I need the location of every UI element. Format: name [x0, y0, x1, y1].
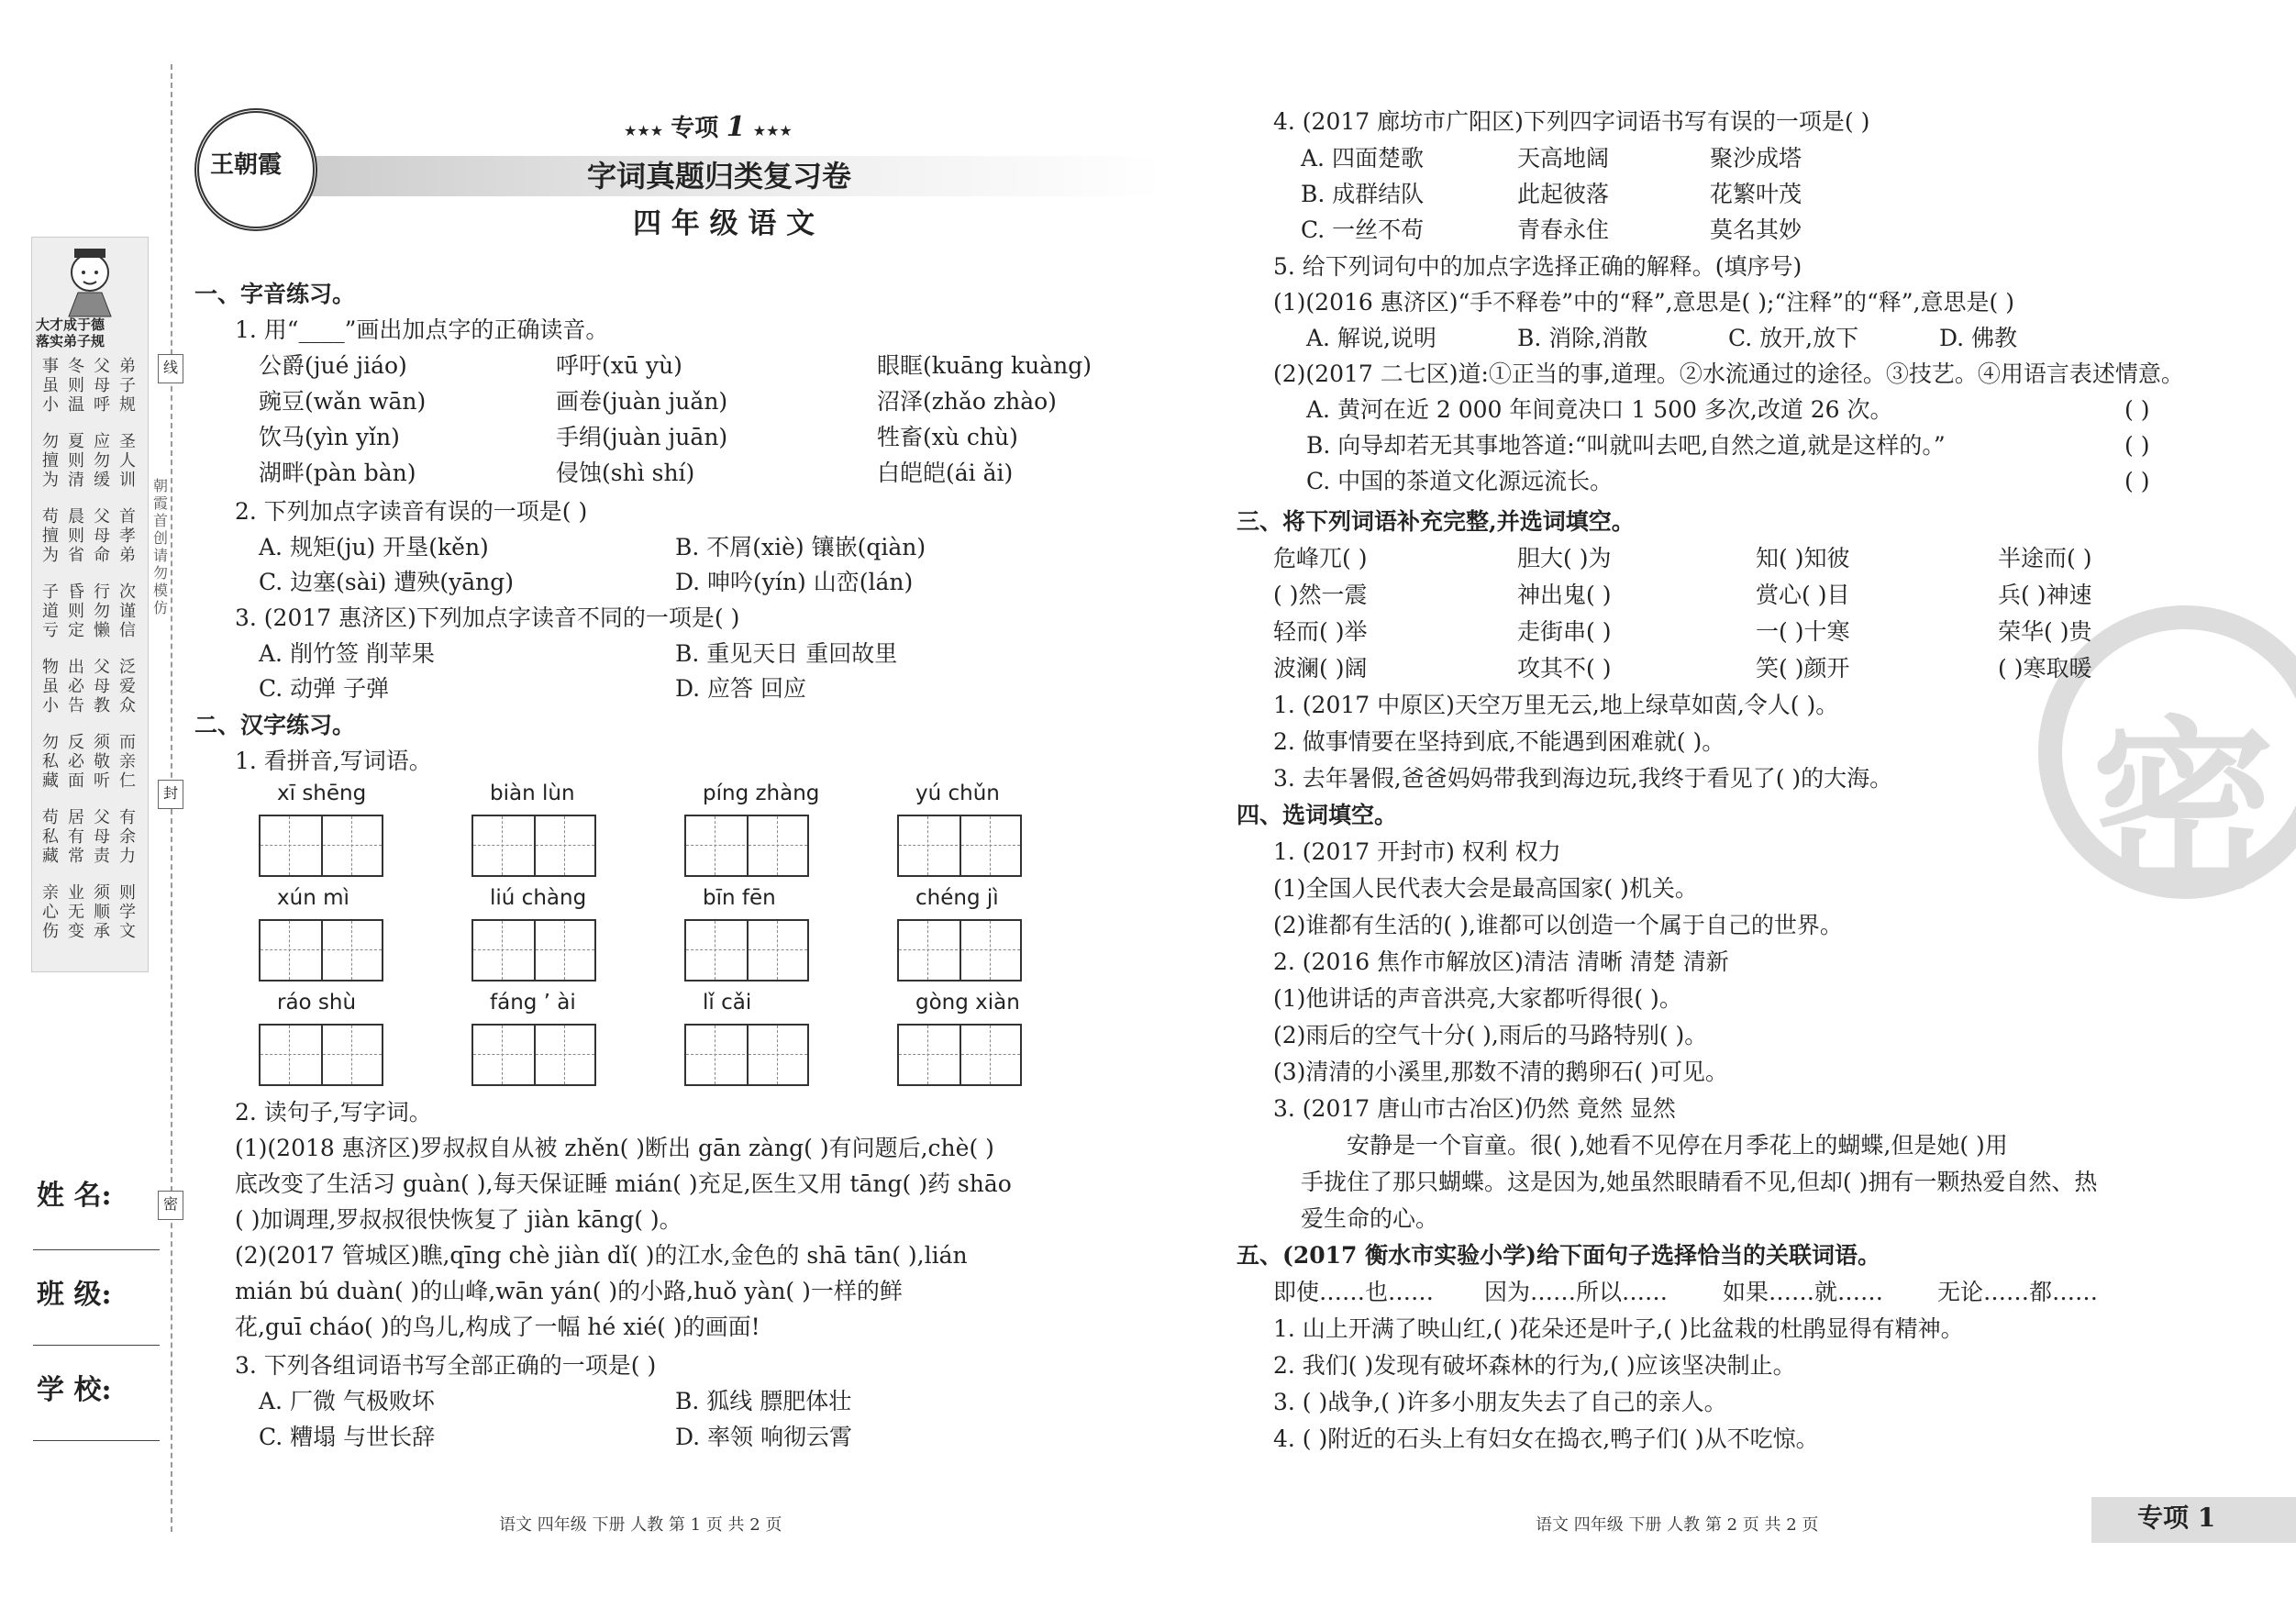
poem-column: 亲心伤 — [42, 883, 59, 941]
grid-cell[interactable] — [261, 921, 319, 980]
q1-1-item: 画卷(juàn juǎn) — [556, 388, 728, 415]
poem-column: 父母呼 — [94, 357, 110, 415]
grid-cell[interactable] — [321, 921, 382, 980]
grid-cell[interactable] — [899, 816, 958, 875]
pinyin-label: gòng xiàn — [915, 991, 1020, 1015]
q5-2-item: A. 黄河在近 2 000 年间竟决口 1 500 多次,改道 26 次。 — [1306, 396, 1893, 423]
s5-q-2: 2. 我们( )发现有破坏森林的行为,( )应该坚决制止。 — [1273, 1352, 1796, 1379]
pinyin-label: liú chàng — [490, 886, 587, 910]
section-4-heading: 四、选词填空。 — [1237, 802, 1398, 828]
pinyin-label: chéng jì — [915, 886, 999, 910]
grid-cell[interactable] — [321, 1026, 382, 1084]
q2-3-option-d[interactable]: D. 率领 响彻云霄 — [675, 1424, 852, 1450]
seal-mark-mi: 密 — [158, 1191, 183, 1220]
s4-1-line-1: (1)全国人民代表大会是最高国家( )机关。 — [1273, 875, 1698, 902]
idiom-blank[interactable]: 神出鬼( ) — [1517, 582, 1612, 608]
name-line[interactable] — [33, 1249, 160, 1250]
answer-grid[interactable] — [259, 919, 383, 981]
answer-grid[interactable] — [259, 815, 383, 877]
s5-q-3: 3. ( )战争,( )许多小朋友失去了自己的亲人。 — [1273, 1389, 1727, 1415]
q1-2-option-c[interactable]: C. 边塞(sài) 遭殃(yāng) — [259, 569, 514, 595]
q4-option-cell[interactable]: C. 一丝不苟 — [1301, 216, 1425, 243]
q1-1-item: 沼泽(zhǎo zhào) — [877, 388, 1057, 415]
q5-1-option-d[interactable]: D. 佛教 — [1939, 325, 2018, 351]
q1-1-prompt: 1. 用“____”画出加点字的正确读音。 — [235, 316, 609, 343]
answer-paren[interactable]: ( ) — [2124, 432, 2150, 459]
s4-2-line-1: (1)他讲话的声音洪亮,大家都听得很( )。 — [1273, 985, 1682, 1012]
q5-2-item: C. 中国的茶道文化源远流长。 — [1306, 468, 1614, 494]
q1-3-option-c[interactable]: C. 动弹 子弹 — [259, 675, 390, 702]
s5-word-4: 无论……都…… — [1937, 1279, 2099, 1305]
grid-cell[interactable] — [261, 816, 319, 875]
idiom-blank[interactable]: 荣华( )贵 — [1998, 618, 2092, 645]
q5-1-option-a[interactable]: A. 解说,说明 — [1306, 325, 1436, 351]
idiom-blank[interactable]: 知( )知彼 — [1756, 545, 1850, 571]
poem-column: 应勿缓 — [94, 432, 110, 490]
grid-cell[interactable] — [534, 1026, 594, 1084]
idiom-blank[interactable]: 胆大( )为 — [1517, 545, 1612, 571]
idiom-blank[interactable]: 兵( )神速 — [1998, 582, 2092, 608]
seal-mark-xian: 线 — [158, 354, 183, 383]
q2-3-option-c[interactable]: C. 糟塌 与世长辞 — [259, 1424, 436, 1450]
poem-column: 苟私藏 — [42, 808, 59, 866]
q2-2-line: 花,guī cháo( )的鸟儿,构成了一幅 hé xié( )的画面! — [235, 1314, 760, 1340]
grid-cell[interactable] — [959, 921, 1020, 980]
gutter-vertical-text: 朝霞首创 请勿模仿 — [152, 477, 168, 616]
s4-1-line-2: (2)谁都有生活的( ),谁都可以创造一个属于自己的世界。 — [1273, 912, 1843, 938]
poem-column: 而亲仁 — [119, 733, 136, 791]
q4-option-cell: 天高地阔 — [1517, 145, 1610, 172]
answer-grid[interactable] — [684, 919, 809, 981]
q2-2-line: 底改变了生活习 guàn( ),每天保证睡 mián( )充足,医生又用 tāng( )药 shāo — [235, 1170, 1012, 1197]
pinyin-label: yú chǔn — [915, 782, 1000, 805]
q1-2-option-b[interactable]: B. 不屑(xiè) 镶嵌(qiàn) — [675, 534, 926, 560]
s3-question: 3. 去年暑假,爸爸妈妈带我到海边玩,我终于看见了( )的大海。 — [1273, 765, 1893, 792]
poem-column: 居有常 — [68, 808, 84, 866]
poem-column: 勿擅为 — [42, 432, 59, 490]
q1-1-item: 眼眶(kuāng kuàng) — [877, 352, 1092, 379]
class-line[interactable] — [33, 1345, 160, 1346]
poem-column: 反必面 — [68, 733, 84, 791]
q4-option-cell: 此起彼落 — [1517, 181, 1610, 207]
answer-grid[interactable] — [684, 815, 809, 877]
idiom-blank[interactable]: 一( )十寒 — [1756, 618, 1850, 645]
q1-1-item: 侵蚀(shì shí) — [556, 460, 695, 486]
grid-cell[interactable] — [686, 1026, 745, 1084]
q1-3-option-d[interactable]: D. 应答 回应 — [675, 675, 806, 702]
q4-prompt: 4. (2017 廊坊市广阳区)下列四字词语书写有误的一项是( ) — [1273, 108, 1870, 135]
sidebar-panel — [31, 237, 149, 972]
s3-question: 1. (2017 中原区)天空万里无云,地上绿草如茵,令人( )。 — [1273, 692, 1839, 718]
poem-column: 须敬听 — [94, 733, 110, 791]
logo-text: 王朝霞 — [210, 151, 283, 179]
poem-column: 则学文 — [119, 883, 136, 941]
poem-column: 冬则温 — [68, 357, 84, 415]
q1-3-option-a[interactable]: A. 削竹签 削苹果 — [259, 640, 435, 667]
pinyin-label: lǐ cǎi — [703, 991, 752, 1015]
seal-mark-feng: 封 — [158, 780, 183, 809]
grid-cell[interactable] — [959, 816, 1020, 875]
poem-column: 须顺承 — [94, 883, 110, 941]
grid-cell[interactable] — [747, 921, 807, 980]
class-label: 班 级: — [37, 1279, 112, 1311]
stars-right-icon: ★★★ — [752, 122, 793, 139]
q4-option-cell[interactable]: A. 四面楚歌 — [1301, 145, 1424, 172]
page-subtitle: 四 年 级 语 文 — [633, 207, 815, 240]
poem-column: 父母教 — [94, 658, 110, 715]
q1-3-prompt: 3. (2017 惠济区)下列加点字读音不同的一项是( ) — [235, 604, 740, 631]
poem-column: 父母责 — [94, 808, 110, 866]
idiom-blank[interactable]: ( )寒取暖 — [1998, 655, 2092, 682]
idiom-blank[interactable]: 半途而( ) — [1998, 545, 2092, 571]
poem-area — [36, 357, 144, 962]
s4-3-prompt: 3. (2017 唐山市古冶区)仍然 竟然 显然 — [1273, 1095, 1676, 1122]
q2-3-option-a[interactable]: A. 厂微 气极败坏 — [259, 1388, 435, 1414]
idiom-blank[interactable]: 攻其不( ) — [1517, 655, 1612, 682]
q5-2-item: B. 向导却若无其事地答道:“叫就叫去吧,自然之道,就是这样的。” — [1306, 432, 1946, 459]
motto-line-2: 落实弟子规 — [36, 333, 105, 349]
s5-q-4: 4. ( )附近的石头上有妇女在捣衣,鸭子们( )从不吃惊。 — [1273, 1425, 1819, 1452]
answer-paren[interactable]: ( ) — [2124, 396, 2150, 423]
grid-cell[interactable] — [747, 1026, 807, 1084]
poem-column: 勿私藏 — [42, 733, 59, 791]
grid-cell[interactable] — [534, 816, 594, 875]
motto-line-1: 大才成于德 — [36, 316, 105, 333]
poem-column: 出必告 — [68, 658, 84, 715]
s5-word-2: 因为……所以…… — [1484, 1279, 1669, 1305]
school-line[interactable] — [33, 1440, 160, 1441]
pinyin-label: bīn fēn — [703, 886, 776, 910]
poem-column: 次谨信 — [119, 582, 136, 640]
q4-option-cell[interactable]: B. 成群结队 — [1301, 181, 1425, 207]
poem-column: 昏则定 — [68, 582, 84, 640]
grid-cell[interactable] — [534, 921, 594, 980]
q1-1-item: 白皑皑(ái ǎi) — [877, 460, 1014, 486]
s4-3-line-3: 爱生命的心。 — [1301, 1205, 1439, 1232]
pinyin-label: fáng ’ ài — [490, 991, 576, 1015]
child-mascot-icon — [56, 245, 124, 318]
q4-option-cell: 莫名其妙 — [1710, 216, 1802, 243]
pinyin-label: biàn lùn — [490, 782, 575, 805]
s4-2-prompt: 2. (2016 焦作市解放区)清洁 清晰 清楚 清新 — [1273, 948, 1729, 975]
stars-left-icon: ★★★ — [624, 122, 664, 139]
q4-option-cell: 聚沙成塔 — [1710, 145, 1802, 172]
grid-cell[interactable] — [686, 921, 745, 980]
name-label: 姓 名: — [37, 1180, 112, 1212]
q2-1-prompt: 1. 看拼音,写词语。 — [235, 748, 432, 774]
s3-question: 2. 做事情要在坚持到底,不能遇到困难就( )。 — [1273, 728, 1725, 755]
q5-prompt: 5. 给下列词句中的加点字选择正确的解释。(填序号) — [1273, 253, 1802, 280]
poem-column: 晨则省 — [68, 507, 84, 565]
brand-logo — [194, 108, 317, 231]
section-3-heading: 三、将下列词语补充完整,并选词填空。 — [1237, 508, 1635, 535]
q1-1-item: 牲畜(xù chù) — [877, 424, 1018, 450]
poem-column: 泛爱众 — [119, 658, 136, 715]
pinyin-label: xún mì — [277, 886, 349, 910]
answer-paren[interactable]: ( ) — [2124, 468, 2150, 494]
q1-2-prompt: 2. 下列加点字读音有误的一项是( ) — [235, 498, 588, 525]
q4-option-cell: 花繁叶茂 — [1710, 181, 1802, 207]
q1-1-item: 公爵(jué jiáo) — [259, 352, 407, 379]
page-title: 字词真题归类复习卷 — [587, 159, 852, 194]
poem-column: 弟子规 — [119, 357, 136, 415]
watermark-glyph-icon: 密 — [2091, 699, 2276, 915]
poem-column: 行勿懒 — [94, 582, 110, 640]
series-label: 专项 — [671, 115, 719, 142]
grid-cell[interactable] — [959, 1026, 1020, 1084]
q4-option-cell: 青春永住 — [1517, 216, 1610, 243]
s5-word-3: 如果……就…… — [1723, 1279, 1884, 1305]
answer-grid[interactable] — [897, 1024, 1022, 1086]
q2-2-prompt: 2. 读句子,写字词。 — [235, 1099, 432, 1126]
s4-2-line-2: (2)雨后的空气十分( ),雨后的马路特别( )。 — [1273, 1022, 1708, 1048]
pinyin-label: píng zhàng — [703, 782, 820, 805]
q1-2-option-d[interactable]: D. 呻吟(yín) 山峦(lán) — [675, 569, 914, 595]
section-2-heading: 二、汉字练习。 — [194, 712, 356, 738]
grid-cell[interactable] — [261, 1026, 319, 1084]
q5-1-prompt: (1)(2016 惠济区)“手不释卷”中的“释”,意思是( );“注释”的“释”,意思是( ) — [1273, 289, 2014, 316]
s4-2-line-3: (3)清清的小溪里,那数不清的鹅卵石( )可见。 — [1273, 1059, 1728, 1085]
poem-column: 圣人训 — [119, 432, 136, 490]
section-1-heading: 一、字音练习。 — [194, 281, 356, 307]
q1-3-option-b[interactable]: B. 重见天日 重回故里 — [675, 640, 898, 667]
pinyin-label: xī shēng — [277, 782, 367, 805]
poem-column: 父母命 — [94, 507, 110, 565]
s4-3-line-2: 手拢住了那只蝴蝶。这是因为,她虽然眼睛看不见,但却( )拥有一颗热爱自然、热 — [1301, 1169, 2098, 1195]
poem-column: 子道亏 — [42, 582, 59, 640]
poem-column: 夏则清 — [68, 432, 84, 490]
idiom-blank[interactable]: 笑( )颜开 — [1756, 655, 1850, 682]
q1-1-item: 湖畔(pàn bàn) — [259, 460, 416, 486]
grid-cell[interactable] — [473, 816, 532, 875]
grid-cell[interactable] — [686, 816, 745, 875]
s5-q-1: 1. 山上开满了映山红,( )花朵还是叶子,( )比盆栽的杜鹃显得有精神。 — [1273, 1315, 1964, 1342]
q1-1-item: 手绢(juàn juān) — [556, 424, 728, 450]
s5-word-1: 即使……也…… — [1273, 1279, 1435, 1305]
poem-column: 物虽小 — [42, 658, 59, 715]
poem-column: 有余力 — [119, 808, 136, 866]
grid-cell[interactable] — [473, 921, 532, 980]
poem-column: 事虽小 — [42, 357, 59, 415]
answer-grid[interactable] — [684, 1024, 809, 1086]
q1-1-item: 豌豆(wǎn wān) — [259, 388, 427, 415]
q2-2-line: ( )加调理,罗叔叔很快恢复了 jiàn kāng( )。 — [235, 1206, 682, 1233]
poem-column: 业无变 — [68, 883, 84, 941]
q2-3-option-b[interactable]: B. 狐线 膘肥体壮 — [675, 1388, 852, 1414]
pinyin-label: ráo shù — [277, 991, 357, 1015]
grid-cell[interactable] — [473, 1026, 532, 1084]
q2-2-line: mián bú duàn( )的山峰,wān yán( )的小路,huǒ yàn( )一样的鲜 — [235, 1278, 903, 1304]
bottom-tab-label: 专项 1 — [2137, 1503, 2216, 1533]
grid-cell[interactable] — [899, 921, 958, 980]
answer-grid[interactable] — [471, 919, 596, 981]
series-number: 1 — [726, 111, 746, 143]
grid-cell[interactable] — [899, 1026, 958, 1084]
idiom-blank[interactable]: 轻而( )举 — [1273, 618, 1368, 645]
q5-1-option-c[interactable]: C. 放开,放下 — [1728, 325, 1859, 351]
q1-1-item: 呼吁(xū yù) — [556, 352, 682, 379]
poem-column: 首孝弟 — [119, 507, 136, 565]
grid-cell[interactable] — [321, 816, 382, 875]
poem-column: 苟擅为 — [42, 507, 59, 565]
idiom-blank[interactable]: 波澜( )阔 — [1273, 655, 1368, 682]
s4-1-prompt: 1. (2017 开封市) 权利 权力 — [1273, 838, 1561, 865]
footer-right: 语文 四年级 下册 人教 第 2 页 共 2 页 — [1536, 1515, 1819, 1535]
answer-grid[interactable] — [471, 815, 596, 877]
q2-2-line: (1)(2018 惠济区)罗叔叔自从被 zhěn( )断出 gān zàng( )有问题后,chè( ) — [235, 1135, 994, 1161]
q1-1-item: 饮马(yìn yǐn) — [259, 424, 400, 450]
section-5-heading: 五、(2017 衡水市实验小学)给下面句子选择恰当的关联词语。 — [1237, 1242, 1880, 1269]
q2-2-line: (2)(2017 管城区)瞧,qīng chè jiàn dǐ( )的江水,金色的 shā tān( ),lián — [235, 1242, 968, 1269]
answer-grid[interactable] — [259, 1024, 383, 1086]
school-label: 学 校: — [37, 1374, 112, 1406]
idiom-blank[interactable]: 赏心( )目 — [1756, 582, 1850, 608]
q5-2-prompt: (2)(2017 二七区)道:①正当的事,道理。②水流通过的途径。③技艺。④用语言表述情意。 — [1273, 360, 2184, 387]
s4-3-line-1: 安静是一个盲童。很( ),她看不见停在月季花上的蝴蝶,但是她( )用 — [1347, 1132, 2008, 1159]
q5-1-option-b[interactable]: B. 消除,消散 — [1517, 325, 1648, 351]
footer-left: 语文 四年级 下册 人教 第 1 页 共 2 页 — [499, 1515, 782, 1535]
grid-cell[interactable] — [747, 816, 807, 875]
q2-3-prompt: 3. 下列各组词语书写全部正确的一项是( ) — [235, 1352, 657, 1379]
idiom-blank[interactable]: ( )然一震 — [1273, 582, 1368, 608]
answer-grid[interactable] — [471, 1024, 596, 1086]
idiom-blank[interactable]: 走街串( ) — [1517, 618, 1612, 645]
answer-grid[interactable] — [897, 815, 1022, 877]
q1-2-option-a[interactable]: A. 规矩(ju) 开垦(kěn) — [259, 534, 489, 560]
answer-grid[interactable] — [897, 919, 1022, 981]
idiom-blank[interactable]: 危峰兀( ) — [1273, 545, 1368, 571]
header-label-row — [624, 112, 793, 147]
